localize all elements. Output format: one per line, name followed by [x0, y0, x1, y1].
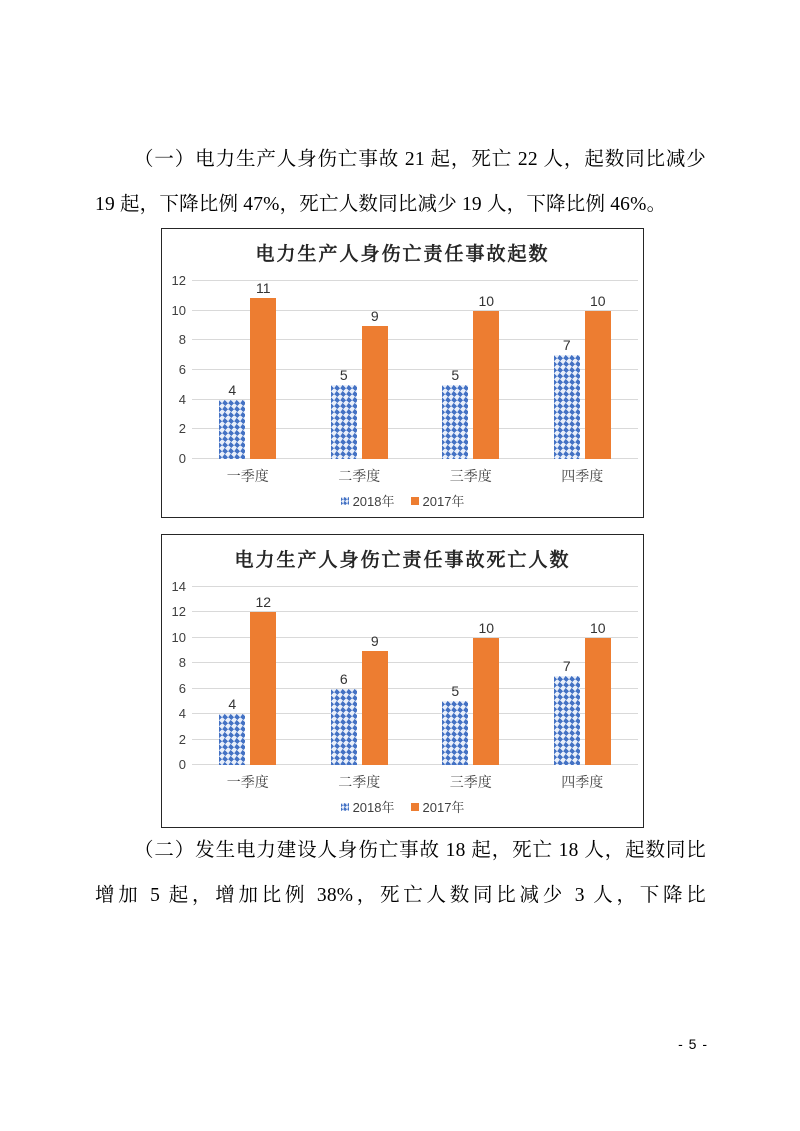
bar-group [415, 587, 527, 765]
plot-area [192, 281, 638, 459]
legend-item-2017 [411, 491, 465, 510]
bar-wrap [362, 281, 388, 459]
bar-wrap [585, 281, 611, 459]
y-axis-tick-label: 8 [178, 332, 186, 348]
bar-2018-q2 [331, 689, 357, 765]
bar-wrap [554, 587, 580, 765]
bar-wrap [331, 281, 357, 459]
bar-wrap [219, 587, 245, 765]
y-axis [162, 579, 186, 772]
bar-2017-q2 [362, 326, 388, 460]
bar-wrap [362, 587, 388, 765]
y-axis-tick-label: 6 [178, 362, 186, 377]
bar-value-label: 5 [339, 366, 348, 383]
chart-death-count [161, 534, 644, 828]
chart-title: 电力生产人身伤亡责任事故起数 [255, 244, 550, 265]
bar-value-label: 5 [451, 366, 460, 383]
bar-group [304, 587, 416, 765]
bar-value-label: 4 [228, 696, 237, 713]
bar-value-label: 7 [562, 337, 571, 354]
legend-label-2017: 2017年 [422, 800, 465, 815]
bar-wrap [554, 281, 580, 459]
y-axis-tick-label: 8 [178, 655, 186, 671]
page-content [95, 137, 706, 918]
x-axis-category-label: 三季度 [449, 774, 492, 790]
bar-2017-q4 [585, 311, 611, 459]
bar-2018-q1 [219, 714, 245, 765]
x-axis-labels [192, 772, 638, 792]
bar-wrap [473, 281, 499, 459]
y-axis-tick-label: 4 [178, 706, 186, 722]
bar-value-label: 4 [228, 381, 237, 398]
legend-label-2018: 2018年 [352, 494, 395, 509]
bar-value-label: 6 [339, 670, 348, 687]
bar-2018-q2 [331, 385, 357, 459]
bar-value-label: 12 [255, 594, 272, 611]
bar-wrap [219, 281, 245, 459]
bar-2017-q2 [362, 651, 388, 765]
bar-group [527, 281, 639, 459]
x-axis-category-label: 三季度 [449, 468, 492, 484]
y-axis-tick-label: 14 [171, 579, 186, 594]
bar-value-label: 7 [562, 658, 571, 674]
bar-group [192, 587, 304, 765]
bar-2018-q4 [554, 676, 580, 765]
bar-2018-q3 [442, 701, 468, 765]
bar-2017-q1 [250, 298, 276, 459]
x-axis-category-label: 四季度 [561, 774, 604, 790]
bar-wrap [442, 281, 468, 459]
chart-title: 电力生产人身伤亡责任事故死亡人数 [234, 550, 571, 571]
paragraph-production-accidents: （一）电力生产人身伤亡事故 21 起，死亡 22 人，起数同比减少 19 起，下降比例 47%，死亡人数同比减少 19 人，下降比例 46%。 [95, 149, 706, 215]
bar-group [415, 281, 527, 459]
bar-value-label: 11 [255, 280, 271, 296]
x-axis-category-label: 一季度 [226, 468, 269, 484]
chart-legend [162, 797, 643, 816]
y-axis-tick-label: 4 [178, 391, 186, 407]
y-axis-tick-label: 6 [178, 680, 186, 696]
bar-wrap [250, 587, 276, 765]
x-axis-category-label: 四季度 [561, 468, 604, 484]
bar-group [304, 281, 416, 459]
bar-value-label: 5 [451, 683, 460, 700]
legend-item-2017 [411, 797, 465, 816]
bar-value-label: 10 [589, 292, 606, 309]
y-axis [162, 273, 186, 466]
bar-group [527, 587, 639, 765]
bar-wrap [585, 587, 611, 765]
legend-label-2018: 2018年 [352, 800, 395, 815]
bar-2018-q4 [554, 355, 580, 459]
bar-wrap [442, 587, 468, 765]
plot-area [192, 587, 638, 765]
legend-marker-2017 [411, 803, 419, 811]
bar-value-label: 10 [478, 292, 495, 309]
y-axis-tick-label: 10 [171, 629, 186, 645]
y-axis-tick-label: 10 [171, 302, 186, 318]
paragraph-construction-accidents: （二）发生电力建设人身伤亡事故 18 起，死亡 18 人，起数同比增加 5 起，增加比例 38%，死亡人数同比减少 3 人，下降比 [95, 840, 706, 906]
y-axis-tick-label: 12 [171, 273, 186, 288]
bar-value-label: 10 [478, 619, 495, 636]
x-axis-labels [192, 466, 638, 486]
page-number: - 5 - [678, 1036, 708, 1052]
legend-item-2018 [341, 797, 395, 816]
x-axis-category-label: 二季度 [338, 468, 381, 484]
x-axis-category-label: 二季度 [338, 774, 381, 790]
bar-group [192, 281, 304, 459]
x-axis-category-label: 一季度 [226, 774, 269, 790]
chart-legend [162, 491, 643, 510]
bar-wrap [250, 281, 276, 459]
bar-2017-q3 [473, 311, 499, 459]
y-axis-tick-label: 0 [178, 757, 186, 772]
bar-2018-q3 [442, 385, 468, 459]
y-axis-tick-label: 0 [178, 451, 186, 466]
bar-wrap [473, 587, 499, 765]
y-axis-tick-label: 12 [171, 604, 186, 620]
y-axis-tick-label: 2 [178, 421, 186, 437]
legend-item-2018 [341, 491, 395, 510]
bar-value-label: 9 [370, 632, 379, 649]
chart-accident-count [161, 228, 644, 518]
legend-marker-2018 [341, 497, 349, 505]
bar-2017-q4 [585, 638, 611, 765]
legend-marker-2018 [341, 803, 349, 811]
bar-2018-q1 [219, 400, 245, 459]
bar-value-label: 10 [589, 619, 606, 636]
legend-label-2017: 2017年 [422, 494, 465, 509]
bar-2017-q3 [473, 638, 499, 765]
bar-wrap [331, 587, 357, 765]
bar-value-label: 9 [370, 307, 379, 324]
legend-marker-2017 [411, 497, 419, 505]
bar-2017-q1 [250, 612, 276, 765]
y-axis-tick-label: 2 [178, 731, 186, 747]
